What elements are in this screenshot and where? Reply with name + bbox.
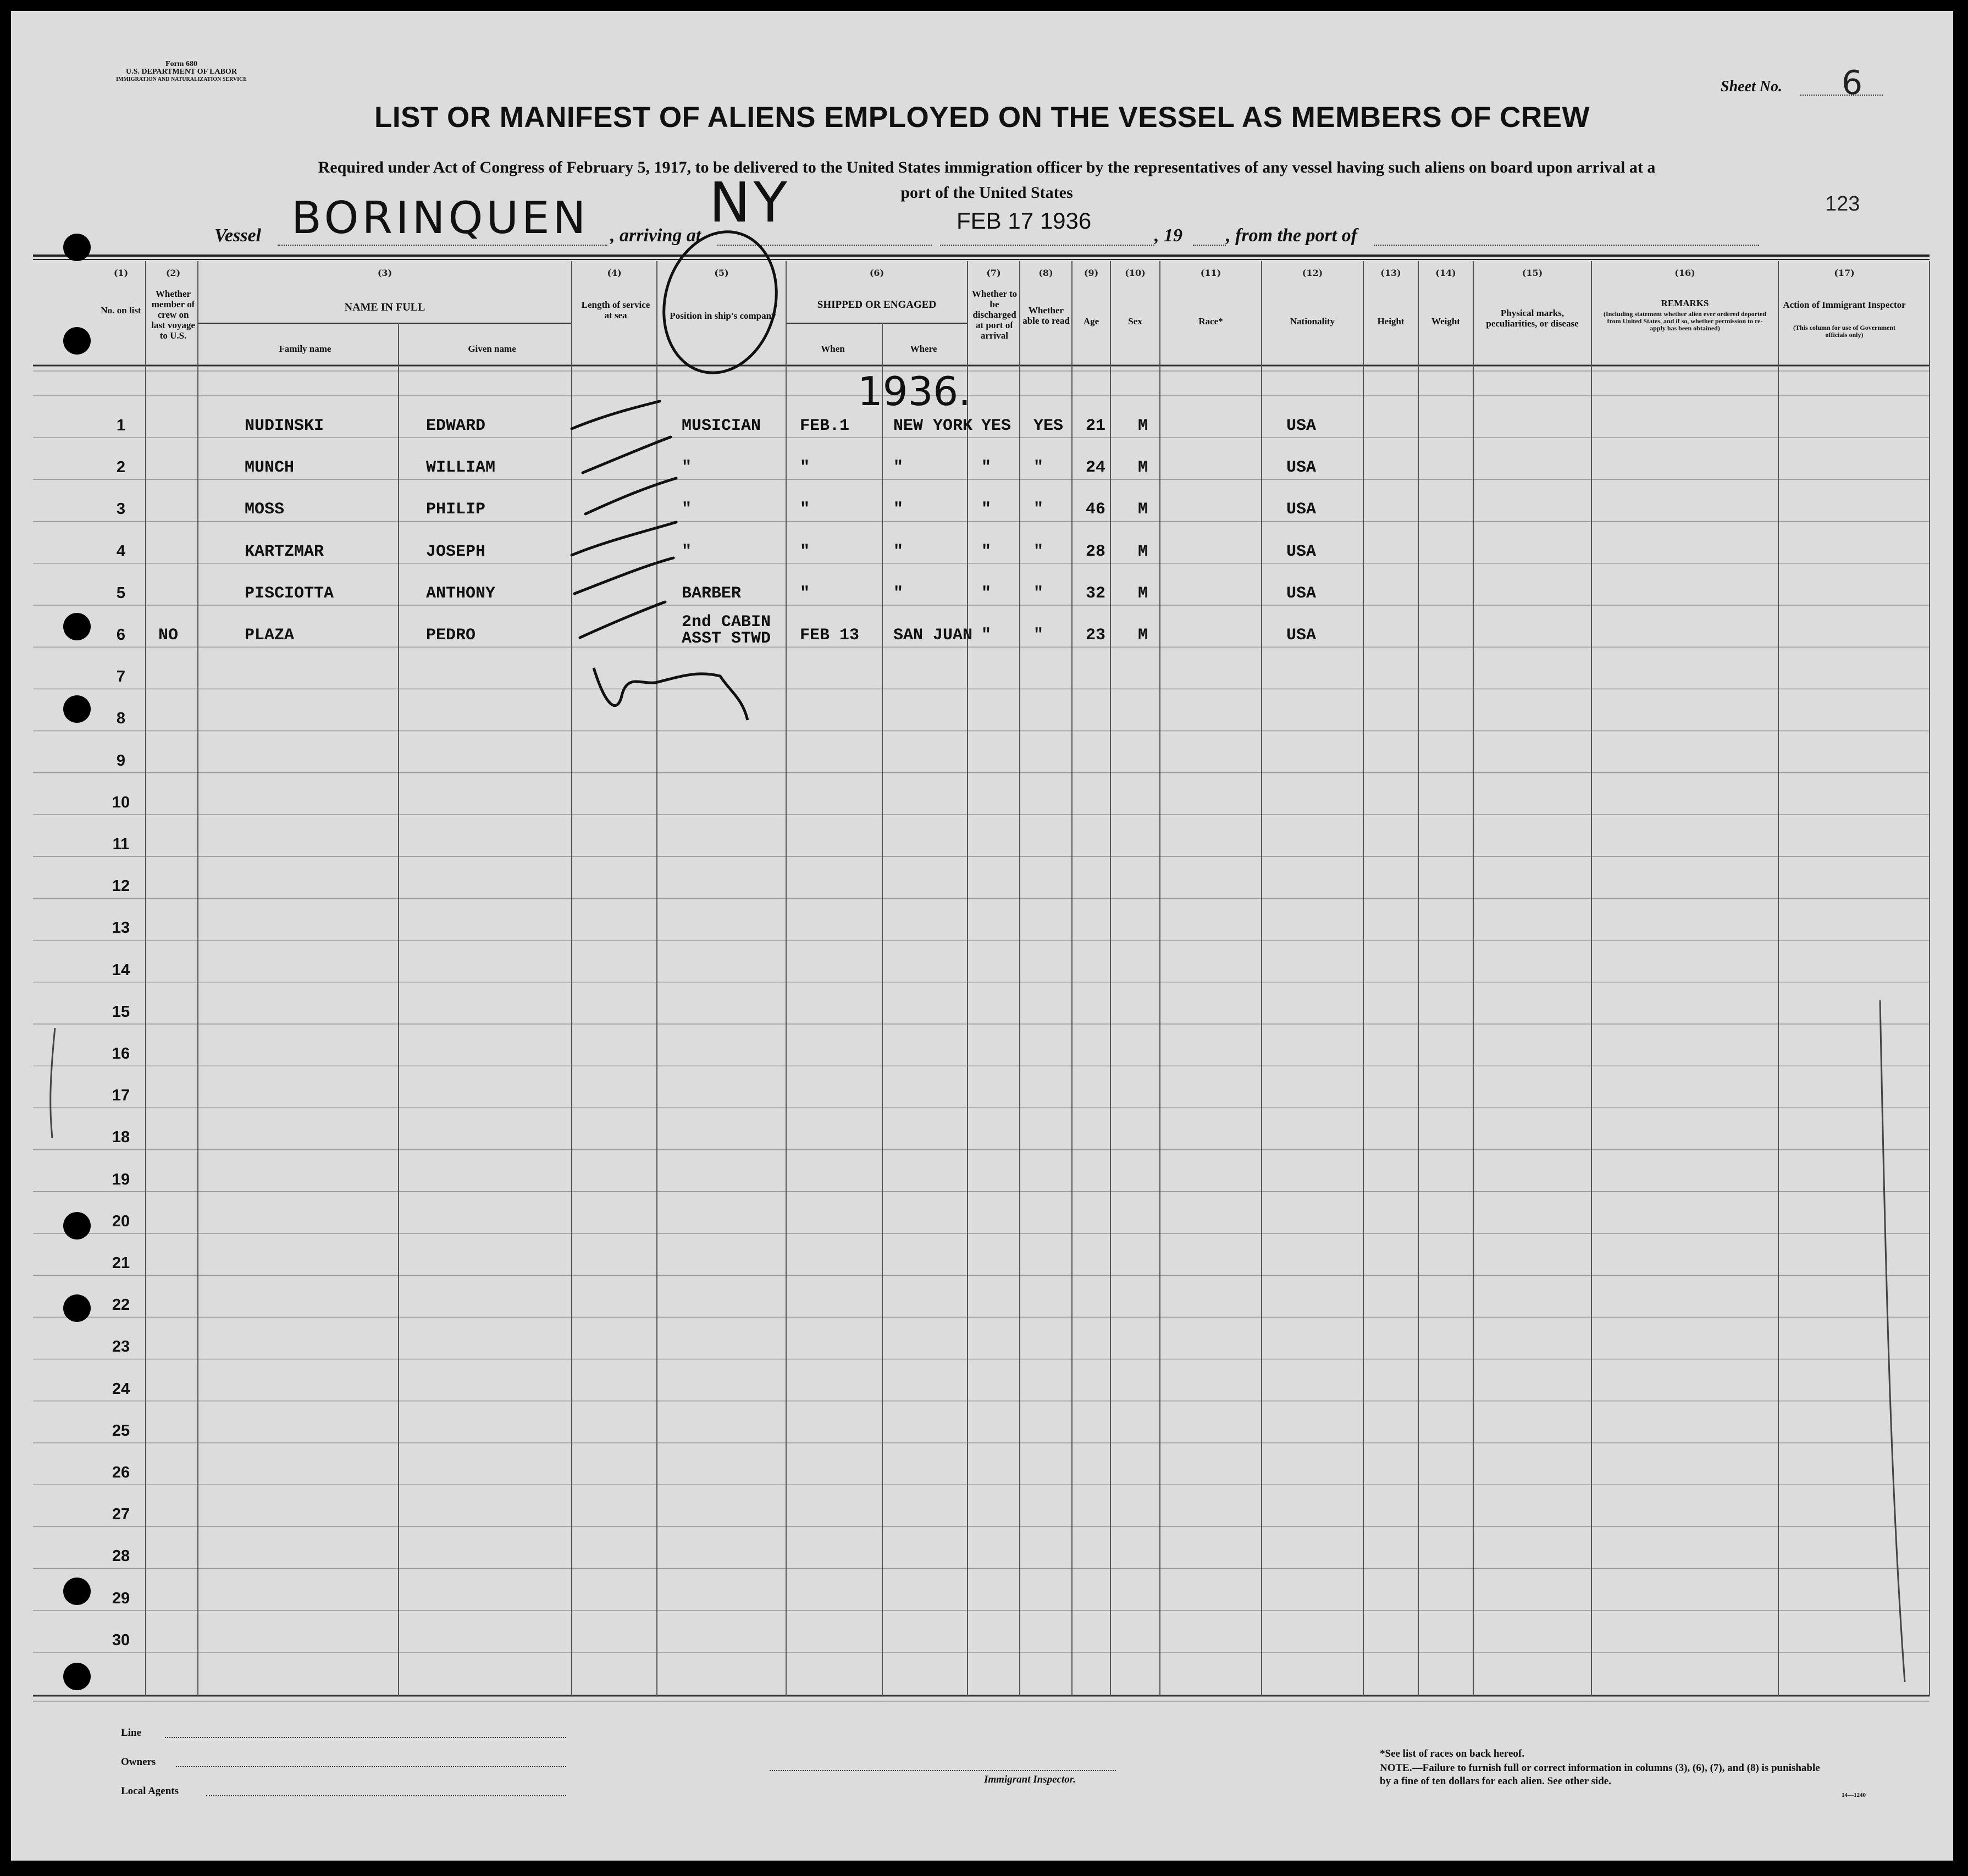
position-cell: " bbox=[682, 458, 692, 478]
inspector-signature-line bbox=[770, 1770, 1116, 1771]
sheet-number: 6 bbox=[1842, 64, 1863, 102]
col4-num: (4) bbox=[607, 268, 622, 278]
vessel-label: Vessel bbox=[214, 225, 261, 246]
subtitle-line-1: Required under Act of Congress of February 5, 1917, to be delivered to the United States immigration officer by the representatives of any vessel having such aliens on board upon arrival at a bbox=[318, 158, 1656, 176]
arriving-label: , arriving at bbox=[610, 225, 701, 246]
position-cell: " bbox=[682, 542, 692, 561]
col10-header: Sex bbox=[1128, 316, 1142, 326]
col8-header: Whether able to read bbox=[1022, 305, 1070, 326]
date-stamp: FEB 17 1936 bbox=[957, 208, 1092, 234]
col3-family-header: Family name bbox=[279, 344, 331, 354]
from-port-label: , from the port of bbox=[1226, 225, 1357, 246]
races-note: *See list of races on back hereof. bbox=[1380, 1748, 1524, 1759]
age-cell: 24 bbox=[1086, 458, 1106, 478]
discharged-cell: " bbox=[981, 626, 992, 645]
age-cell: 23 bbox=[1086, 626, 1106, 645]
col4-header: Length of service at sea bbox=[581, 300, 650, 320]
line-label: Line bbox=[121, 1727, 141, 1739]
shipped-when-cell: " bbox=[800, 500, 810, 519]
department: U.S. DEPARTMENT OF LABOR bbox=[126, 68, 237, 76]
arriving-port: NY bbox=[709, 170, 790, 235]
col17-header: Action of Immigrant Inspector bbox=[1783, 300, 1906, 310]
col3-header: NAME IN FULL bbox=[344, 301, 425, 313]
row-number: 30 bbox=[112, 1631, 130, 1649]
col9-num: (9) bbox=[1083, 268, 1099, 278]
row-number: 6 bbox=[116, 626, 126, 644]
age-cell: 46 bbox=[1086, 500, 1106, 519]
col12-header: Nationality bbox=[1290, 316, 1335, 326]
owners-field bbox=[176, 1766, 566, 1767]
shipped-where-cell: " bbox=[893, 584, 904, 603]
family-name-cell: PLAZA bbox=[245, 626, 295, 645]
row-number: 15 bbox=[112, 1003, 130, 1021]
able-to-read-cell: YES bbox=[1033, 417, 1064, 435]
shipped-when-cell: " bbox=[800, 458, 810, 478]
binder-hole bbox=[63, 234, 91, 261]
sex-cell: M bbox=[1138, 542, 1148, 561]
position-cell: MUSICIAN bbox=[682, 417, 761, 435]
print-code: 14—1240 bbox=[1842, 1792, 1866, 1798]
row-number: 21 bbox=[112, 1254, 130, 1272]
age-cell: 32 bbox=[1086, 584, 1106, 603]
position-cell: BARBER bbox=[682, 584, 742, 603]
row-number: 23 bbox=[112, 1338, 130, 1356]
able-to-read-cell: " bbox=[1033, 500, 1044, 519]
col12-num: (12) bbox=[1302, 268, 1323, 278]
given-name-cell: PEDRO bbox=[426, 626, 476, 645]
nationality-cell: USA bbox=[1286, 458, 1317, 478]
col17-note: (This column for use of Government officials only) bbox=[1793, 324, 1896, 339]
vessel-name: BORINQUEN bbox=[291, 192, 589, 244]
agents-field bbox=[206, 1795, 566, 1796]
given-name-cell: ANTHONY bbox=[426, 584, 496, 603]
sex-cell: M bbox=[1138, 458, 1148, 478]
row-number: 29 bbox=[112, 1589, 130, 1607]
col16-header: REMARKS bbox=[1661, 298, 1709, 308]
family-name-cell: PISCIOTTA bbox=[245, 584, 334, 603]
length-of-service-dashes bbox=[572, 401, 676, 638]
col15-num: (15) bbox=[1522, 268, 1543, 278]
col1-num: (1) bbox=[113, 268, 129, 278]
col10-num: (10) bbox=[1125, 268, 1146, 278]
shipped-where-cell: SAN JUAN bbox=[893, 626, 973, 645]
given-name-cell: JOSEPH bbox=[426, 542, 486, 561]
col16-note: (Including statement whether alien ever ordered deported from United States, and if so, whether permission to re-apply has been obtained) bbox=[1604, 310, 1766, 332]
given-name-cell: WILLIAM bbox=[426, 458, 496, 478]
col11-header: Race* bbox=[1198, 316, 1223, 326]
row-number: 7 bbox=[116, 668, 126, 686]
nationality-cell: USA bbox=[1286, 584, 1317, 603]
binder-hole bbox=[63, 1212, 91, 1239]
stamp-number: 123 bbox=[1825, 192, 1860, 215]
shipped-when-cell: FEB 13 bbox=[800, 626, 860, 645]
nationality-cell: USA bbox=[1286, 417, 1317, 435]
family-name-cell: KARTZMAR bbox=[245, 542, 324, 561]
binder-hole bbox=[63, 613, 91, 640]
row-number: 9 bbox=[116, 751, 126, 770]
position-cell: " bbox=[682, 500, 692, 519]
penalty-note: NOTE.—Failure to furnish full or correct information in columns (3), (6), (7), and (8) is punishable by a fine of ten dollars for each alien. See other side. bbox=[1380, 1762, 1820, 1787]
row-number: 11 bbox=[112, 835, 130, 853]
shipped-where-cell: " bbox=[893, 542, 904, 561]
page-title: LIST OR MANIFEST OF ALIENS EMPLOYED ON THE VESSEL AS MEMBERS OF CREW bbox=[374, 101, 1590, 134]
col13-header: Height bbox=[1377, 316, 1405, 326]
binder-hole bbox=[63, 327, 91, 355]
row-number: 13 bbox=[112, 919, 130, 937]
binder-hole bbox=[63, 1578, 91, 1605]
row-number: 26 bbox=[112, 1464, 130, 1481]
agents-label: Local Agents bbox=[121, 1785, 179, 1797]
row-number: 19 bbox=[112, 1170, 130, 1188]
discharged-cell: " bbox=[981, 584, 992, 603]
row-number: 3 bbox=[116, 500, 126, 518]
year-label: , 19 bbox=[1154, 225, 1182, 246]
row-number: 22 bbox=[112, 1296, 130, 1314]
row-number: 16 bbox=[112, 1045, 130, 1062]
col2-header: Whether member of crew on last voyage to U.S. bbox=[151, 289, 195, 341]
col13-num: (13) bbox=[1380, 268, 1401, 278]
discharged-cell: " bbox=[981, 458, 992, 478]
family-name-cell: MUNCH bbox=[245, 458, 295, 478]
shipped-when-cell: " bbox=[800, 584, 810, 603]
family-name-cell: MOSS bbox=[245, 500, 285, 519]
age-cell: 21 bbox=[1086, 417, 1106, 435]
col6-when-header: When bbox=[821, 344, 845, 354]
able-to-read-cell: " bbox=[1033, 626, 1044, 645]
binder-hole bbox=[63, 1663, 91, 1690]
row-number: 1 bbox=[116, 417, 126, 434]
row-number: 12 bbox=[112, 877, 130, 895]
shipped-where-cell: " bbox=[893, 500, 904, 519]
row-number: 5 bbox=[116, 584, 126, 602]
sex-cell: M bbox=[1138, 626, 1148, 645]
col5-num: (5) bbox=[714, 268, 729, 278]
row-number: 27 bbox=[112, 1506, 130, 1524]
col6-num: (6) bbox=[869, 268, 885, 278]
row-number: 17 bbox=[112, 1087, 130, 1105]
col14-header: Weight bbox=[1431, 316, 1460, 326]
position-cell: 2nd CABIN ASST STWD bbox=[682, 613, 771, 648]
row-number: 10 bbox=[112, 793, 130, 811]
sheet-label: Sheet No. bbox=[1721, 78, 1782, 95]
nationality-cell: USA bbox=[1286, 626, 1317, 645]
shipped-where-cell: " bbox=[893, 458, 904, 478]
col3-given-header: Given name bbox=[468, 344, 516, 354]
nationality-cell: USA bbox=[1286, 500, 1317, 519]
discharged-cell: " bbox=[981, 542, 992, 561]
shipped-when-cell: " bbox=[800, 542, 810, 561]
row-number: 4 bbox=[116, 542, 126, 560]
binder-hole bbox=[63, 695, 91, 723]
col6-header: SHIPPED OR ENGAGED bbox=[817, 299, 937, 311]
inspector-label: Immigrant Inspector. bbox=[984, 1774, 1076, 1785]
col17-num: (17) bbox=[1834, 268, 1855, 278]
shipped-when-cell: FEB.1 bbox=[800, 417, 850, 435]
manifest-sheet bbox=[11, 11, 1953, 1861]
row-number: 28 bbox=[112, 1547, 130, 1565]
discharged-cell: YES bbox=[981, 417, 1011, 435]
able-to-read-cell: " bbox=[1033, 584, 1044, 603]
col14-num: (14) bbox=[1435, 268, 1456, 278]
able-to-read-cell: " bbox=[1033, 542, 1044, 561]
col3-num: (3) bbox=[377, 268, 393, 278]
given-name-cell: EDWARD bbox=[426, 417, 486, 435]
given-name-cell: PHILIP bbox=[426, 500, 486, 519]
col6-where-header: Where bbox=[910, 344, 937, 354]
discharged-cell: " bbox=[981, 500, 992, 519]
row-number: 8 bbox=[116, 710, 126, 728]
col9-header: Age bbox=[1083, 316, 1099, 326]
year-annotation: 1936. bbox=[858, 368, 971, 414]
sex-cell: M bbox=[1138, 584, 1148, 603]
form-number: Form 680 bbox=[165, 60, 197, 68]
nationality-cell: USA bbox=[1286, 542, 1317, 561]
row-number: 14 bbox=[112, 961, 130, 979]
col2-num: (2) bbox=[165, 268, 181, 278]
row-number: 2 bbox=[116, 458, 126, 477]
col1-header: No. on list bbox=[101, 305, 141, 316]
row-number: 24 bbox=[112, 1380, 130, 1398]
age-cell: 28 bbox=[1086, 542, 1106, 561]
row-number: 20 bbox=[112, 1212, 130, 1230]
col16-num: (16) bbox=[1674, 268, 1695, 278]
row-number: 18 bbox=[112, 1128, 130, 1147]
shipped-where-cell: NEW YORK bbox=[893, 417, 973, 435]
able-to-read-cell: " bbox=[1033, 458, 1044, 478]
col5-header: Position in ship's company bbox=[670, 311, 776, 321]
binder-hole bbox=[63, 1294, 91, 1322]
service: IMMIGRATION AND NATURALIZATION SERVICE bbox=[116, 76, 247, 82]
col7-num: (7) bbox=[986, 268, 1001, 278]
col7-header: Whether to be discharged at port of arrival bbox=[971, 289, 1018, 341]
subtitle-line-2: port of the United States bbox=[900, 184, 1073, 202]
margin-pencil-line bbox=[51, 1000, 1905, 1682]
sex-cell: M bbox=[1138, 500, 1148, 519]
family-name-cell: NUDINSKI bbox=[245, 417, 324, 435]
owners-label: Owners bbox=[121, 1756, 156, 1768]
row-number: 25 bbox=[112, 1421, 130, 1440]
last-voyage-cell: NO bbox=[158, 626, 179, 645]
col11-num: (11) bbox=[1200, 268, 1221, 278]
col8-num: (8) bbox=[1038, 268, 1053, 278]
col15-header: Physical marks, peculiarities, or disease bbox=[1486, 308, 1579, 329]
sex-cell: M bbox=[1138, 417, 1148, 435]
line-field bbox=[165, 1737, 566, 1738]
